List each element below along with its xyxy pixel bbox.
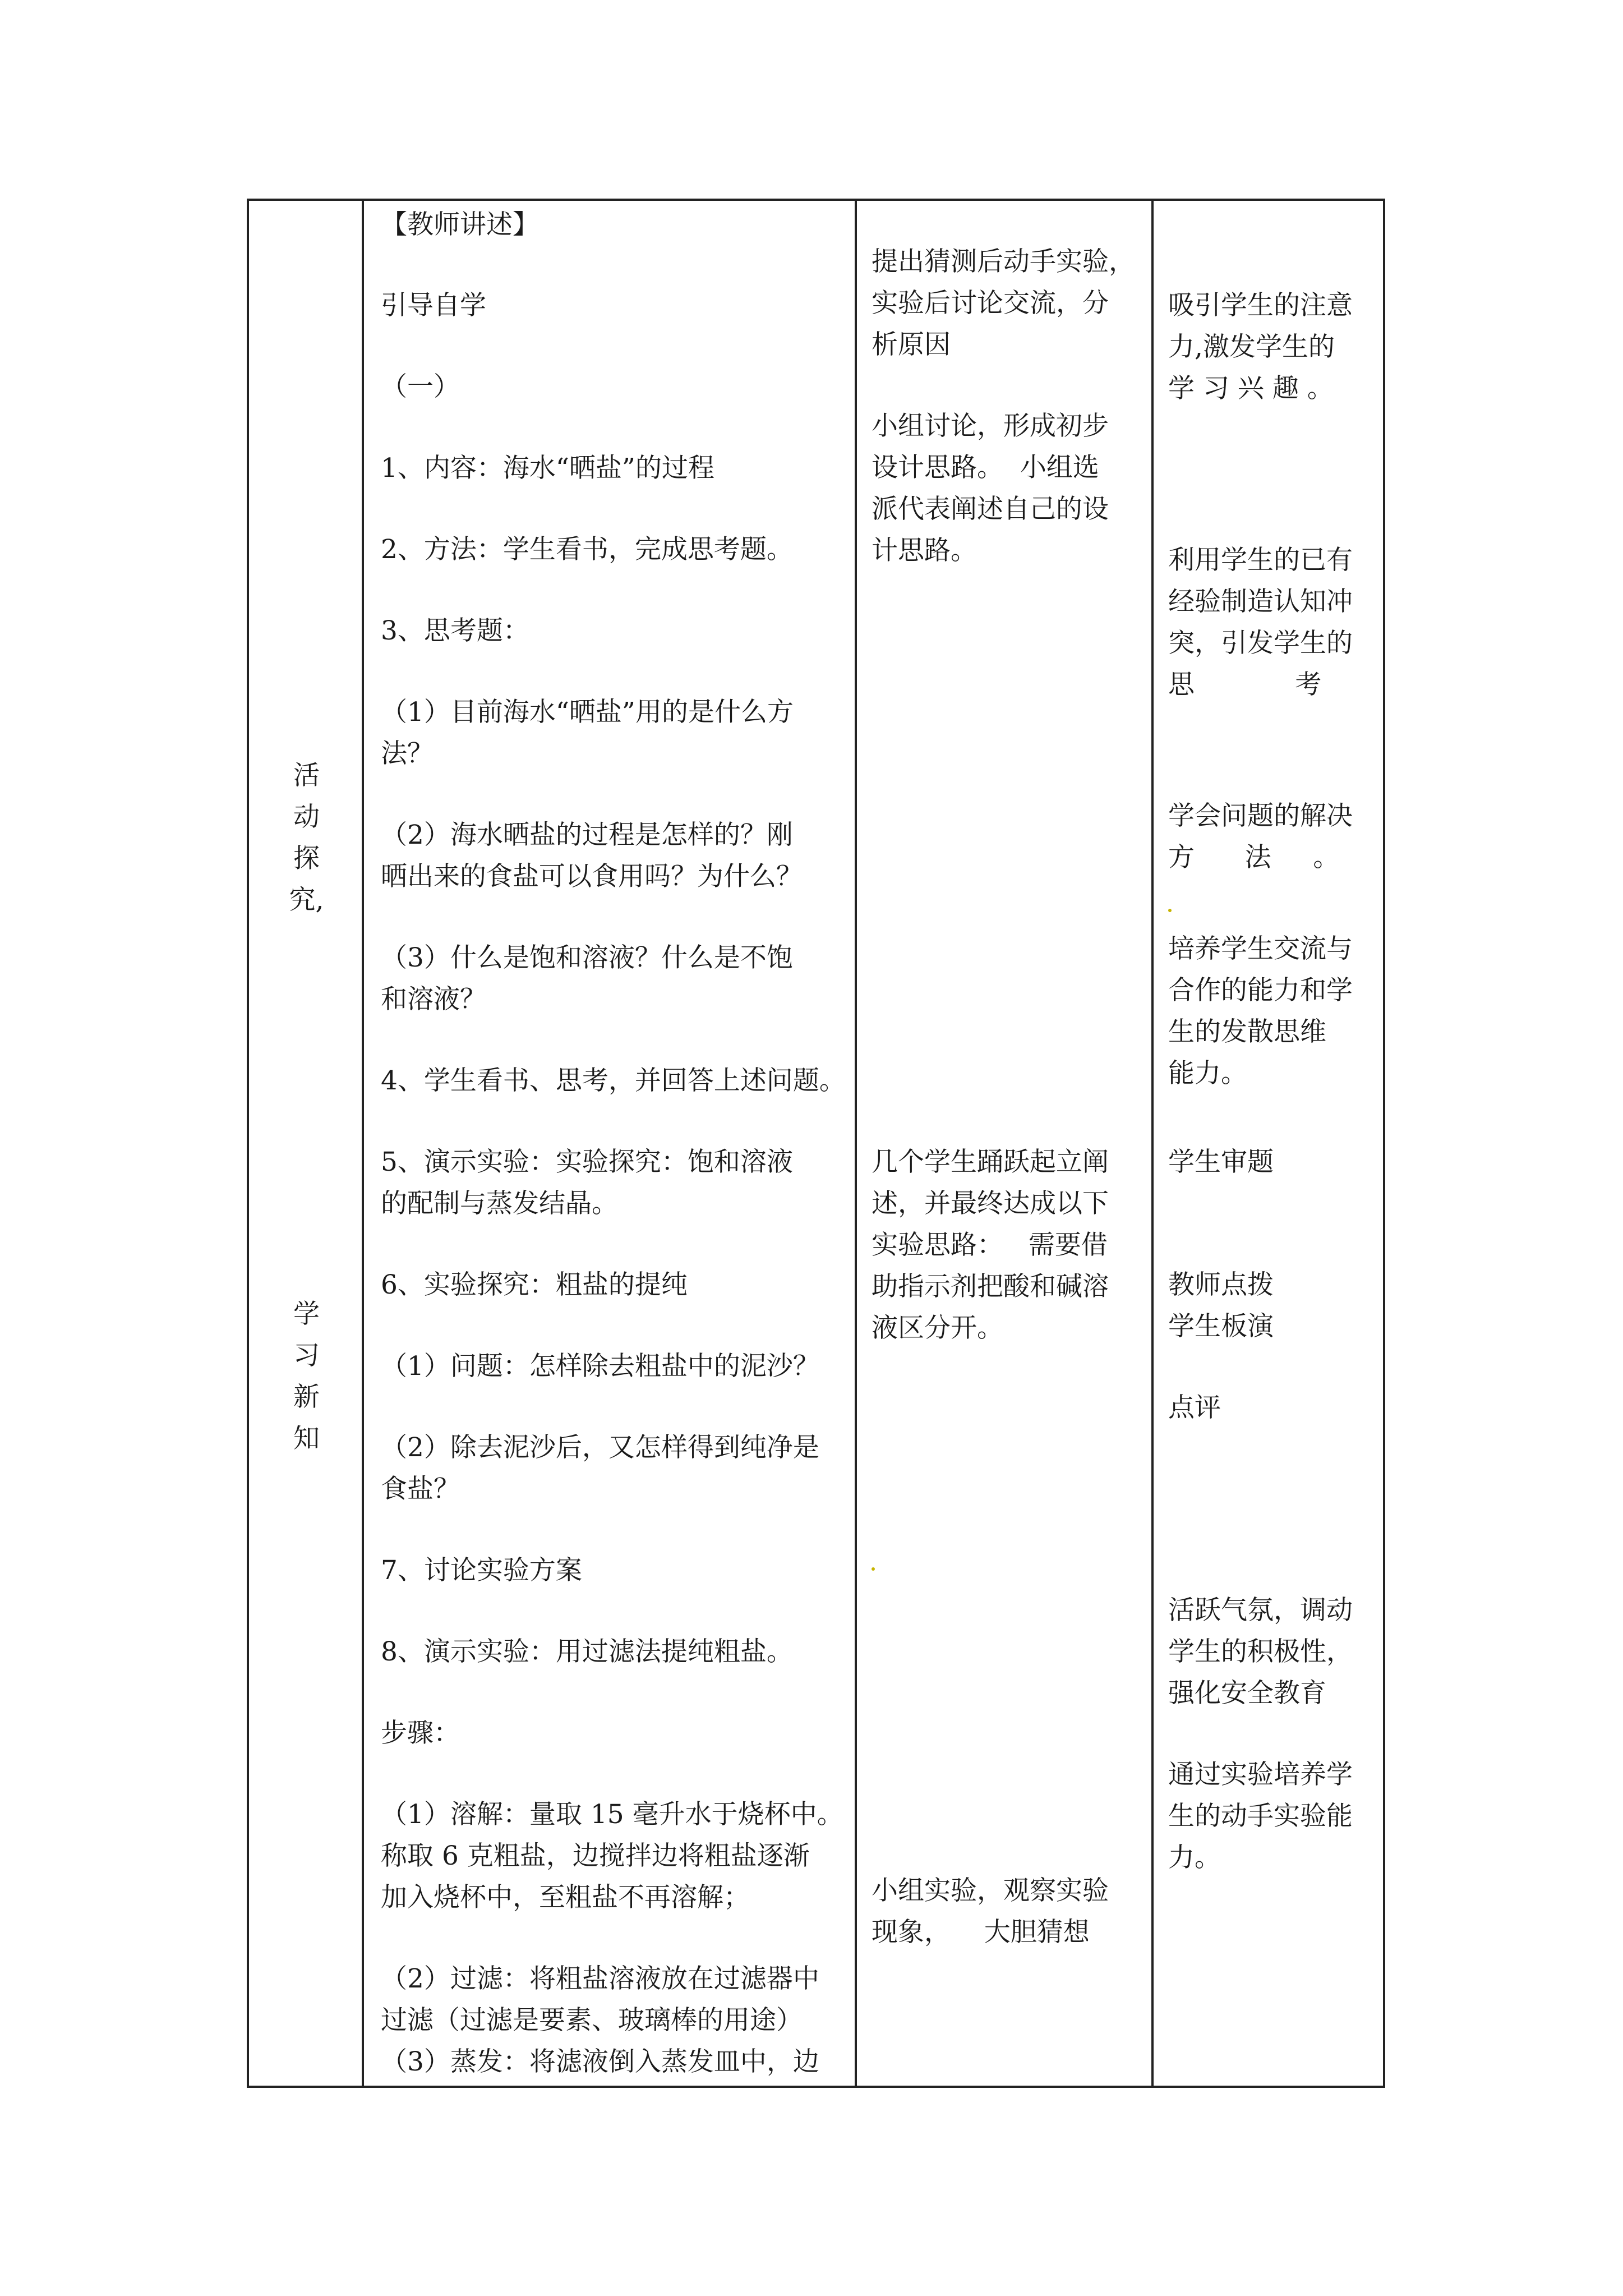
student-column xyxy=(857,201,1151,2086)
stage-column xyxy=(249,201,362,2086)
step-3-line1: （3）蒸发：将滤液倒入蒸发皿中，边 xyxy=(381,2046,819,2077)
problem-2-line1: （2）除去泥沙后，又怎样得到纯净是 xyxy=(381,1432,819,1463)
student-activity-1-line1: 提出猜测后动手实验， xyxy=(872,246,1135,277)
intent-2-line2: 经验制造认知冲 xyxy=(1168,586,1353,617)
student-activity-2-line2: 设计思路。 小组选 xyxy=(872,452,1099,483)
step-2-line2: 过滤（过滤是要素、玻璃棒的用途） xyxy=(381,2005,803,2036)
part-label: （一） xyxy=(381,371,460,402)
stage-char: 新 xyxy=(293,1382,320,1412)
problem-1: （1）问题：怎样除去粗盐中的泥沙？ xyxy=(381,1351,819,1382)
step-1-line3: 加入烧杯中，至粗盐不再溶解； xyxy=(381,1882,750,1913)
item-3: 3、思考题： xyxy=(381,615,529,646)
stage-char: 动 xyxy=(293,802,320,832)
stage-char: 习 xyxy=(293,1340,320,1371)
intent-2-line4: 思 考 xyxy=(1168,669,1322,700)
intent-5: 学生审题 xyxy=(1168,1147,1274,1177)
intent-9-line1: 通过实验培养学 xyxy=(1168,1759,1353,1790)
question-3-line2: 和溶液？ xyxy=(381,984,486,1015)
intent-4-line4: 能力。 xyxy=(1168,1058,1247,1089)
teacher-heading: 【教师讲述】 xyxy=(381,209,539,240)
stage-char: 究, xyxy=(289,885,324,915)
intent-8-line3: 强化安全教育 xyxy=(1168,1678,1326,1709)
question-1-line2: 法？ xyxy=(381,738,434,769)
student-activity-4-line2: 现象， 大胆猜想 xyxy=(872,1917,1090,1948)
step-1-line2: 称取 6 克粗盐，边搅拌边将粗盐逐渐 xyxy=(381,1841,810,1871)
intent-9-line2: 生的动手实验能 xyxy=(1168,1801,1353,1832)
item-8: 8、演示实验：用过滤法提纯粗盐。 xyxy=(381,1636,793,1667)
intent-2-line3: 突，引发学生的 xyxy=(1168,628,1353,659)
intent-4-line3: 生的发散思维 xyxy=(1168,1016,1326,1047)
problem-2-line2: 食盐？ xyxy=(381,1474,460,1504)
speck-mark xyxy=(1168,909,1172,912)
intent-8-line1: 活跃气氛，调动 xyxy=(1168,1595,1353,1626)
intent-7: 点评 xyxy=(1168,1392,1221,1423)
intent-2-line1: 利用学生的已有 xyxy=(1168,545,1353,576)
step-1-line1: （1）溶解：量取 15 毫升水于烧杯中。 xyxy=(381,1799,843,1830)
stage-char: 知 xyxy=(293,1423,320,1454)
question-1-line1: （1）目前海水“晒盐”用的是什么方 xyxy=(381,697,794,728)
intent-3-line2: 方 法 。 xyxy=(1168,842,1340,873)
item-1: 1、内容：海水“晒盐”的过程 xyxy=(381,453,714,484)
question-2-line2: 晒出来的食盐可以食用吗？为什么？ xyxy=(381,861,803,892)
intent-6-line2: 学生板演 xyxy=(1168,1311,1274,1342)
item-2: 2、方法：学生看书，完成思考题。 xyxy=(381,534,793,565)
student-activity-3-line3: 实验思路： 需要借 xyxy=(872,1230,1108,1260)
intent-column xyxy=(1154,201,1383,2086)
student-activity-1-line3: 析原因 xyxy=(872,329,951,360)
item-5-line1: 5、演示实验：实验探究：饱和溶液 xyxy=(381,1147,793,1177)
stage-label-part2 xyxy=(249,1294,364,1460)
step-2-line1: （2）过滤：将粗盐溶液放在过滤器中 xyxy=(381,1963,819,1994)
item-6: 6、实验探究：粗盐的提纯 xyxy=(381,1269,688,1300)
lesson-table xyxy=(247,199,1385,2088)
intent-4-line2: 合作的能力和学 xyxy=(1168,975,1353,1006)
question-2-line1: （2）海水晒盐的过程是怎样的？刚 xyxy=(381,820,793,850)
item-5-line2: 的配制与蒸发结晶。 xyxy=(381,1188,618,1219)
intent-1-line2: 力,激发学生的 xyxy=(1168,332,1335,362)
stage-char: 活 xyxy=(293,760,320,791)
student-activity-1-line2: 实验后讨论交流，分 xyxy=(872,288,1109,319)
student-activity-2-line1: 小组讨论，形成初步 xyxy=(872,411,1109,441)
student-activity-3-line4: 助指示剂把酸和碱溶 xyxy=(872,1271,1109,1302)
intent-6-line1: 教师点拨 xyxy=(1168,1269,1274,1300)
intent-3-line1: 学会问题的解决 xyxy=(1168,800,1353,831)
intent-8-line2: 学生的积极性， xyxy=(1168,1636,1353,1667)
stage-label-part1 xyxy=(249,755,364,921)
stage-char: 学 xyxy=(293,1299,320,1329)
stage-char: 探 xyxy=(293,843,320,874)
question-3-line1: （3）什么是饱和溶液？什么是不饱 xyxy=(381,942,793,973)
intent-4-line1: 培养学生交流与 xyxy=(1168,933,1353,964)
guide-label: 引导自学 xyxy=(381,290,486,321)
student-activity-2-line4: 计思路。 xyxy=(872,535,977,566)
speck-mark xyxy=(872,1567,875,1571)
student-activity-2-line3: 派代表阐述自己的设 xyxy=(872,494,1109,524)
intent-1-line1: 吸引学生的注意 xyxy=(1168,290,1353,321)
student-activity-3-line5: 液区分开。 xyxy=(872,1313,1003,1343)
student-activity-3-line1: 几个学生踊跃起立阐 xyxy=(872,1147,1109,1177)
intent-1-line3: 学 习 兴 趣 。 xyxy=(1168,373,1334,404)
steps-label: 步骤： xyxy=(381,1718,460,1749)
student-activity-4-line1: 小组实验，观察实验 xyxy=(872,1875,1109,1906)
item-7: 7、讨论实验方案 xyxy=(381,1555,582,1586)
student-activity-3-line2: 述，并最终达成以下 xyxy=(872,1188,1109,1219)
intent-9-line3: 力。 xyxy=(1168,1842,1221,1873)
teacher-column xyxy=(364,201,855,2086)
item-4: 4、学生看书、思考，并回答上述问题。 xyxy=(381,1065,846,1096)
